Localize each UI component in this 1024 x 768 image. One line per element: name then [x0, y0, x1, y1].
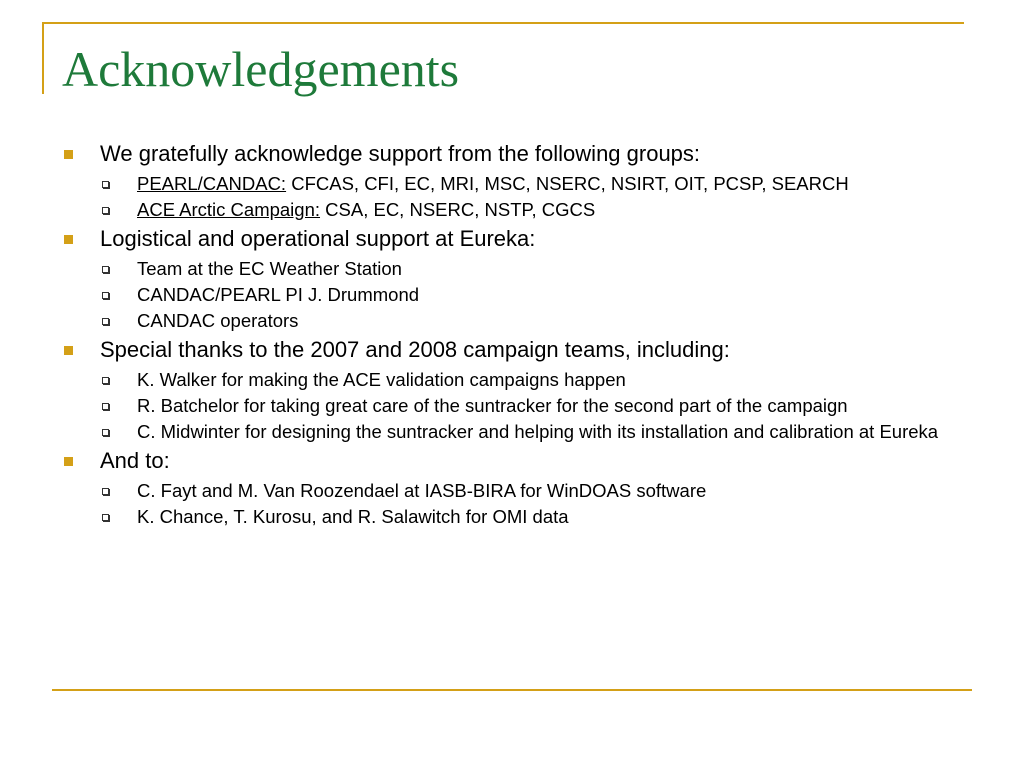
frame-top-rule — [42, 22, 964, 24]
sub-bullet — [60, 310, 970, 332]
sub-bullet-text: CFCAS, CFI, EC, MRI, MSC, NSERC, NSIRT, OIT, PCSP, SEARCH — [286, 173, 849, 194]
sub-bullet-text: K. Chance, T. Kurosu, and R. Salawitch for OMI data — [137, 506, 569, 527]
bullet-text: And to: — [100, 448, 170, 473]
sub-bullet — [60, 395, 970, 417]
sub-bullet — [60, 369, 970, 391]
hollow-square-bullet-icon — [102, 266, 109, 273]
bullet-support-groups — [60, 139, 970, 169]
hollow-square-bullet-icon — [102, 429, 109, 436]
hollow-square-bullet-icon — [102, 318, 109, 325]
bullet-and-to — [60, 446, 970, 476]
bullet-text: Logistical and operational support at Eureka: — [100, 226, 536, 251]
sub-bullet-text: CSA, EC, NSERC, NSTP, CGCS — [320, 199, 596, 220]
sub-bullet — [60, 421, 970, 443]
hollow-square-bullet-icon — [102, 488, 109, 495]
square-bullet-icon — [64, 346, 73, 355]
sub-bullet-text: K. Walker for making the ACE validation campaigns happen — [137, 369, 626, 390]
hollow-square-bullet-icon — [102, 181, 109, 188]
sub-bullet-label: PEARL/CANDAC: — [137, 173, 287, 194]
sub-bullet — [60, 506, 970, 528]
slide-title: Acknowledgements — [62, 41, 460, 97]
sub-bullet-label: ACE Arctic Campaign: — [137, 199, 321, 220]
bullet-special-thanks — [60, 335, 970, 365]
bullet-logistical-support — [60, 224, 970, 254]
slide-content — [60, 138, 970, 531]
sub-bullet-text: CANDAC/PEARL PI J. Drummond — [137, 284, 420, 305]
frame-bottom-rule — [52, 689, 972, 691]
hollow-square-bullet-icon — [102, 207, 109, 214]
sub-bullet — [60, 284, 970, 306]
hollow-square-bullet-icon — [102, 377, 109, 384]
sub-bullet-pearl-candac — [60, 173, 970, 195]
square-bullet-icon — [64, 457, 73, 466]
square-bullet-icon — [64, 150, 73, 159]
sub-bullet-text: C. Fayt and M. Van Roozendael at IASB-BIRA for WinDOAS software — [137, 480, 707, 501]
frame-left-rule — [42, 22, 44, 94]
hollow-square-bullet-icon — [102, 292, 109, 299]
sub-bullet-text: Team at the EC Weather Station — [137, 258, 402, 279]
hollow-square-bullet-icon — [102, 403, 109, 410]
sub-bullet — [60, 258, 970, 280]
sub-bullet-text: C. Midwinter for designing the suntracker and helping with its installation and calibration at Eureka — [137, 421, 939, 442]
sub-bullet-ace-arctic — [60, 199, 970, 221]
bullet-text: Special thanks to the 2007 and 2008 campaign teams, including: — [100, 337, 730, 362]
hollow-square-bullet-icon — [102, 514, 109, 521]
square-bullet-icon — [64, 235, 73, 244]
sub-bullet-text: R. Batchelor for taking great care of the suntracker for the second part of the campaign — [137, 395, 848, 416]
bullet-text: We gratefully acknowledge support from the following groups: — [100, 141, 701, 166]
sub-bullet — [60, 480, 970, 502]
sub-bullet-text: CANDAC operators — [137, 310, 299, 331]
